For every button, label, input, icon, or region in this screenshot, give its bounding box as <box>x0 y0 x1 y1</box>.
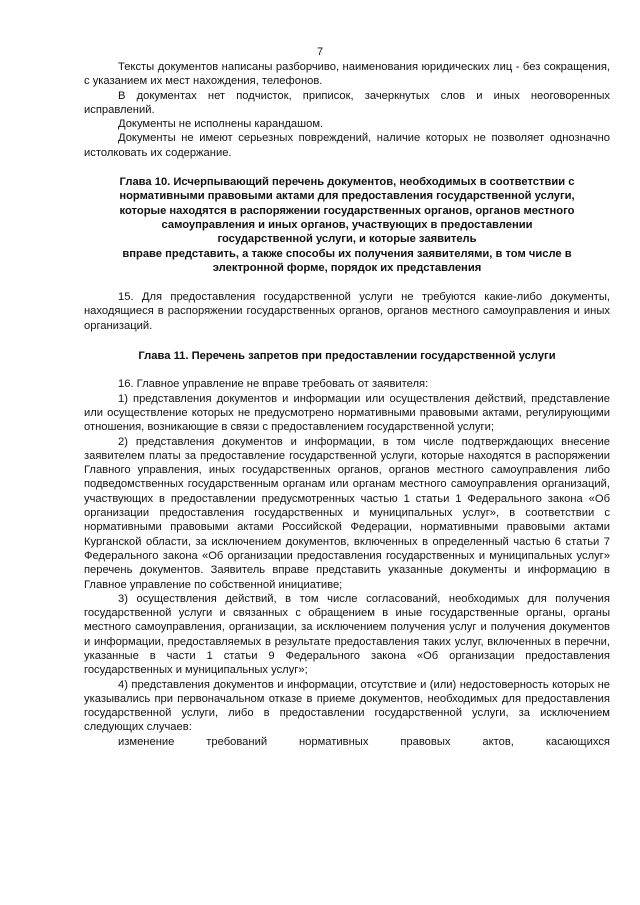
chapter-10-heading-line-3: которые находятся в распоряжении государственных органов, органов местного <box>119 204 575 217</box>
chapter-10-heading-line-6: вправе представить, а также способы их получения заявителями, в том числе в <box>122 247 572 260</box>
intro-paragraph-3: Документы не исполнены карандашом. <box>118 118 324 131</box>
paragraph-16-item-4: 4) представления документов и информации, отсутствие и (или) недостоверность которых не указывались при первоначальном отказе в приеме документов, необходимых для предоставления государственной услуги, либо в предоставлении государственной услуги, за исключением следующих случаев: <box>84 678 610 734</box>
chapter-10-heading-line-7: электронной форме, порядок их представления <box>212 261 482 274</box>
intro-paragraph-2: В документах нет подчисток, приписок, зачеркнутых слов и иных неоговоренных исправлений. <box>84 89 610 116</box>
paragraph-16-item-2: 2) представления документов и информации, в том числе подтверждающих внесение заявителем платы за предоставление государственной услуги, которые находятся в распоряжении Главного управления, иных государственных органов, органов местного самоуправления либо подведомственных государственным органам или органам местного самоуправления организаций, участвующих в предоставлении предусмотренных частью 1 статьи 1 Федерального закона «Об организации предоставления государственных и муниципальных услуг», в соответствии с нормативными правовыми актами Российской Федерации, нормативными правовыми актами Курганской области, за исключением документов, включенных в определенный частью 6 статьи 7 Федерального закона «Об организации предоставления государственных и муниципальных услуг» перечень документов. Заявитель вправе представить указанные документы и информацию в Главное управление по собственной инициативе; <box>84 435 610 591</box>
chapter-10-heading-line-4: самоуправления и иных органов, участвующих в предоставлении <box>161 218 533 231</box>
chapter-11-heading: Глава 11. Перечень запретов при предоставлении государственной услуги <box>138 350 556 363</box>
chapter-10-heading-line-1: Глава 10. Исчерпывающий перечень документов, необходимых в соответствии с <box>119 176 575 189</box>
page-number: 7 <box>316 46 324 58</box>
paragraph-16-item-4-subitem: изменение требований нормативных правовых актов, касающихся <box>118 735 610 748</box>
paragraph-16-item-3: 3) осуществления действий, в том числе согласований, необходимых для получения государственной услуги и связанных с обращением в иные государственные органы, органы местного самоуправления, организации, за исключением получения услуг и получения документов и информации, предоставляемых в результате предоставления таких услуг, включенных в перечни, указанные в части 1 статьи 9 Федерального закона «Об организации предоставления государственных и муниципальных услуг»; <box>84 592 610 677</box>
paragraph-16: 16. Главное управление не вправе требовать от заявителя: <box>118 378 429 391</box>
paragraph-16-item-1: 1) представления документов и информации или осуществления действий, представление или осуществление которых не предусмотрено нормативными правовыми актами, регулирующими отношения, возникающие в связи с предоставлением государственной услуги; <box>84 392 610 434</box>
paragraph-15: 15. Для предоставления государственной услуги не требуются какие-либо документы, находящиеся в распоряжении государственных органов, органов местного самоуправления и иных организаций. <box>84 291 610 332</box>
intro-paragraph-4: Документы не имеют серьезных повреждений, наличие которых не позволяет однозначно истолковать их содержание. <box>84 132 610 159</box>
intro-paragraph-1: Тексты документов написаны разборчиво, наименования юридических лиц - без сокращения, с указанием их мест нахождения, телефонов. <box>84 61 610 88</box>
page-content <box>84 60 610 749</box>
chapter-10-heading-line-2: нормативными правовыми актами для предоставления государственной услуги, <box>119 190 575 203</box>
chapter-10-heading-line-5: государственной услуги, и которые заявитель <box>217 233 477 246</box>
chapter-10-heading <box>84 175 610 275</box>
